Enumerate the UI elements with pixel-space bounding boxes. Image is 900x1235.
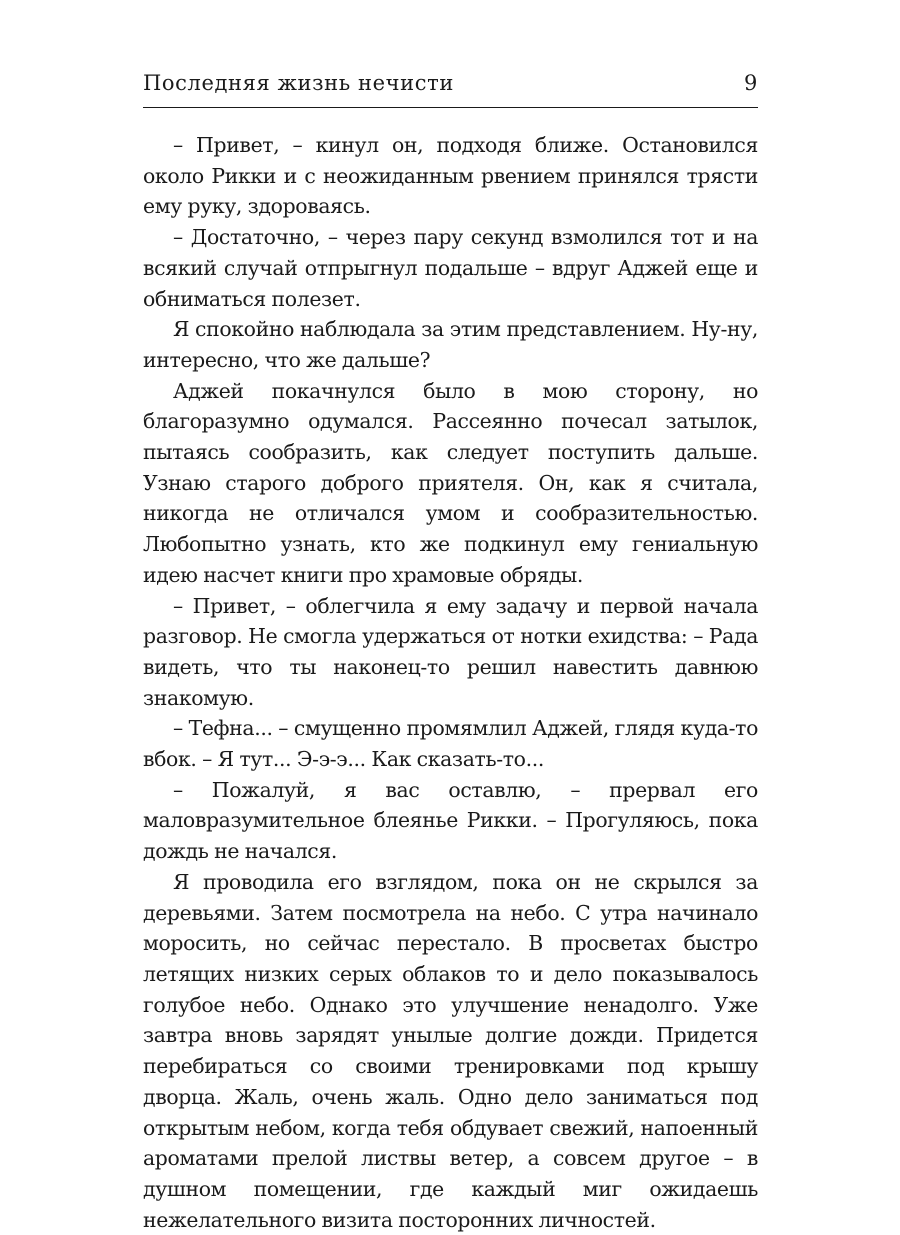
paragraph: – Привет, – кинул он, подходя ближе. Остановился около Рикки и с неожиданным рвением принялся трясти ему руку, здороваясь. xyxy=(143,133,758,219)
page-number: 9 xyxy=(744,71,758,95)
paragraph: – Достаточно, – через пару секунд взмолился тот и на всякий случай отпрыгнул подальше – вдруг Аджей еще и обниматься полезет. xyxy=(143,225,758,311)
paragraph: – Привет, – облегчила я ему задачу и первой начала разговор. Не смогла удержаться от нотки ехидства: – Рада видеть, что ты наконец-то решил навестить давнюю знакомую. xyxy=(143,593,758,710)
body-text xyxy=(143,130,758,1235)
paragraph: Я спокойно наблюдала за этим представлением. Ну-ну, интересно, что же дальше? xyxy=(143,317,758,372)
paragraph: Я проводила его взглядом, пока он не скрылся за деревьями. Затем посмотрела на небо. С утра начинало моросить, но сейчас перестало. В просветах быстро летящих низких серых облаков то и дело показывалось голубое небо. Однако это улучшение ненадолго. Уже завтра вновь зарядят унылые долгие дожди. Придется перебираться со своими тренировками под крышу дворца. Жаль, очень жаль. Одно дело заниматься под открытым небом, когда тебя обдувает свежий, напоенный ароматами прелой листвы ветер, а совсем другое – в душном помещении, где каждый миг ожидаешь нежелательного визита посторонних личностей. xyxy=(143,869,758,1232)
running-title: Последняя жизнь нечисти xyxy=(143,71,454,95)
header-rule xyxy=(143,107,758,108)
paragraph: – Пожалуй, я вас оставлю, – прервал его маловразумительное блеянье Рикки. – Прогуляюсь, пока дождь не начался. xyxy=(143,777,758,864)
paragraph: Аджей покачнулся было в мою сторону, но благоразумно одумался. Рассеянно почесал затылок, пытаясь сообразить, как следует поступить дальше. Узнаю старого доброго приятеля. Он, как я считала, никогда не отличался умом и сообразительностью. Любопытно узнать, кто же подкинул ему гениальную идею насчет книги про храмовые обряды. xyxy=(143,378,758,587)
paragraph: – Тефна... – смущенно промямлил Аджей, глядя куда-то вбок. – Я тут... Э-э-э... Как сказать-то... xyxy=(143,716,758,772)
running-head xyxy=(143,66,758,100)
